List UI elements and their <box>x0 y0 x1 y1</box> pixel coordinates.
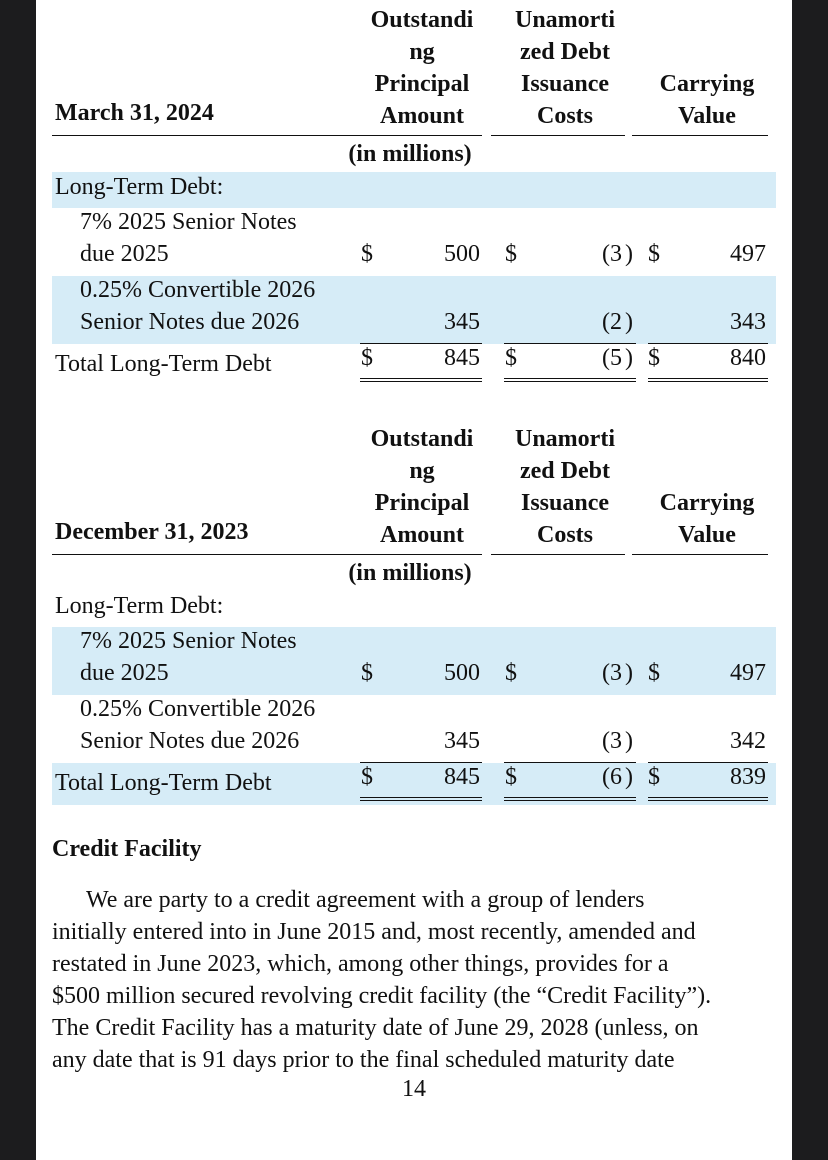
row-label: due 2025 <box>80 660 169 686</box>
header-text: Issuance <box>520 490 610 516</box>
total-principal: 845 <box>444 764 480 790</box>
header-rule <box>632 135 768 136</box>
header-rule <box>52 554 482 555</box>
currency-symbol: $ <box>361 241 373 267</box>
close-paren: ) <box>625 764 633 790</box>
close-paren: ) <box>625 241 633 267</box>
subtotal-rule <box>504 343 636 344</box>
row-label: Senior Notes due 2026 <box>80 309 300 335</box>
section-heading: Credit Facility <box>52 836 202 862</box>
double-rule <box>648 378 768 382</box>
header-text: Carrying <box>659 490 755 516</box>
section-label: Long-Term Debt: <box>55 593 224 619</box>
row-label: Senior Notes due 2026 <box>80 728 300 754</box>
header-unamortized-costs <box>494 4 636 132</box>
header-text: Value <box>678 103 736 129</box>
header-text: Outstandi <box>370 7 474 33</box>
double-rule <box>504 378 636 382</box>
double-rule <box>360 797 482 801</box>
header-text: zed Debt <box>520 39 610 65</box>
header-unamortized-costs <box>494 423 636 551</box>
double-rule <box>360 378 482 382</box>
header-text: ng <box>409 39 435 65</box>
paragraph-line: restated in June 2023, which, among other things, provides for a <box>52 951 669 977</box>
header-outstanding-principal <box>354 423 490 551</box>
row-label: due 2025 <box>80 241 169 267</box>
header-text: ng <box>409 458 435 484</box>
carrying-value: 342 <box>730 728 766 754</box>
header-text: Principal <box>374 71 470 97</box>
close-paren: ) <box>625 728 633 754</box>
paragraph-line: The Credit Facility has a maturity date of June 29, 2028 (unless, on <box>52 1015 699 1041</box>
credit-facility-paragraph <box>52 884 776 1076</box>
units-label: (in millions) <box>348 141 472 167</box>
header-text: Issuance <box>520 71 610 97</box>
currency-symbol: $ <box>361 764 373 790</box>
total-label: Total Long-Term Debt <box>55 351 272 377</box>
header-rule <box>52 135 482 136</box>
units-label: (in millions) <box>348 560 472 586</box>
principal-value: 345 <box>444 309 480 335</box>
carrying-value: 343 <box>730 309 766 335</box>
currency-symbol: $ <box>505 764 517 790</box>
header-text: zed Debt <box>520 458 610 484</box>
currency-symbol: $ <box>505 241 517 267</box>
total-label: Total Long-Term Debt <box>55 770 272 796</box>
close-paren: ) <box>625 309 633 335</box>
row-label: 7% 2025 Senior Notes <box>80 209 297 235</box>
currency-symbol: $ <box>505 345 517 371</box>
currency-symbol: $ <box>361 345 373 371</box>
costs-value: (3 <box>602 241 622 267</box>
total-costs: (6 <box>602 764 622 790</box>
header-text: Amount <box>379 522 464 548</box>
header-text: Unamorti <box>515 426 615 452</box>
subtotal-rule <box>648 762 768 763</box>
header-rule <box>632 554 768 555</box>
close-paren: ) <box>625 345 633 371</box>
header-outstanding-principal <box>354 4 490 132</box>
period-label: December 31, 2023 <box>55 519 249 545</box>
costs-value: (3 <box>602 728 622 754</box>
total-principal: 845 <box>444 345 480 371</box>
currency-symbol: $ <box>505 660 517 686</box>
costs-value: (3 <box>602 660 622 686</box>
total-carrying: 840 <box>730 345 766 371</box>
currency-symbol: $ <box>648 764 660 790</box>
currency-symbol: $ <box>648 660 660 686</box>
header-text: Unamorti <box>515 7 615 33</box>
header-text: Principal <box>374 490 470 516</box>
header-rule <box>491 135 625 136</box>
header-text: Costs <box>536 522 593 548</box>
currency-symbol: $ <box>361 660 373 686</box>
paragraph-line: any date that is 91 days prior to the final scheduled maturity date <box>52 1047 675 1073</box>
paragraph-line: $500 million secured revolving credit facility (the “Credit Facility”). <box>52 983 712 1009</box>
period-label: March 31, 2024 <box>55 100 214 126</box>
principal-value: 500 <box>444 241 480 267</box>
subtotal-rule <box>360 343 482 344</box>
carrying-value: 497 <box>730 241 766 267</box>
paragraph-line: initially entered into in June 2015 and, most recently, amended and <box>52 919 696 945</box>
currency-symbol: $ <box>648 345 660 371</box>
header-carrying-value <box>636 487 778 551</box>
total-costs: (5 <box>602 345 622 371</box>
close-paren: ) <box>625 660 633 686</box>
subtotal-rule <box>360 762 482 763</box>
principal-value: 345 <box>444 728 480 754</box>
carrying-value: 497 <box>730 660 766 686</box>
document-page <box>36 0 792 1160</box>
header-text: Costs <box>536 103 593 129</box>
header-carrying-value <box>636 68 778 132</box>
subtotal-rule <box>648 343 768 344</box>
double-rule <box>504 797 636 801</box>
header-text: Outstandi <box>370 426 474 452</box>
section-label: Long-Term Debt: <box>55 174 224 200</box>
currency-symbol: $ <box>648 241 660 267</box>
header-text: Value <box>678 522 736 548</box>
row-label: 0.25% Convertible 2026 <box>80 277 316 303</box>
paragraph-text: We are party to a credit agreement with a group of lenders <box>86 887 645 913</box>
double-rule <box>648 797 768 801</box>
paragraph-line <box>52 884 776 916</box>
principal-value: 500 <box>444 660 480 686</box>
header-rule <box>491 554 625 555</box>
header-text: Amount <box>379 103 464 129</box>
row-label: 0.25% Convertible 2026 <box>80 696 316 722</box>
page-number: 14 <box>402 1076 426 1102</box>
subtotal-rule <box>504 762 636 763</box>
total-carrying: 839 <box>730 764 766 790</box>
header-text: Carrying <box>659 71 755 97</box>
costs-value: (2 <box>602 309 622 335</box>
row-label: 7% 2025 Senior Notes <box>80 628 297 654</box>
